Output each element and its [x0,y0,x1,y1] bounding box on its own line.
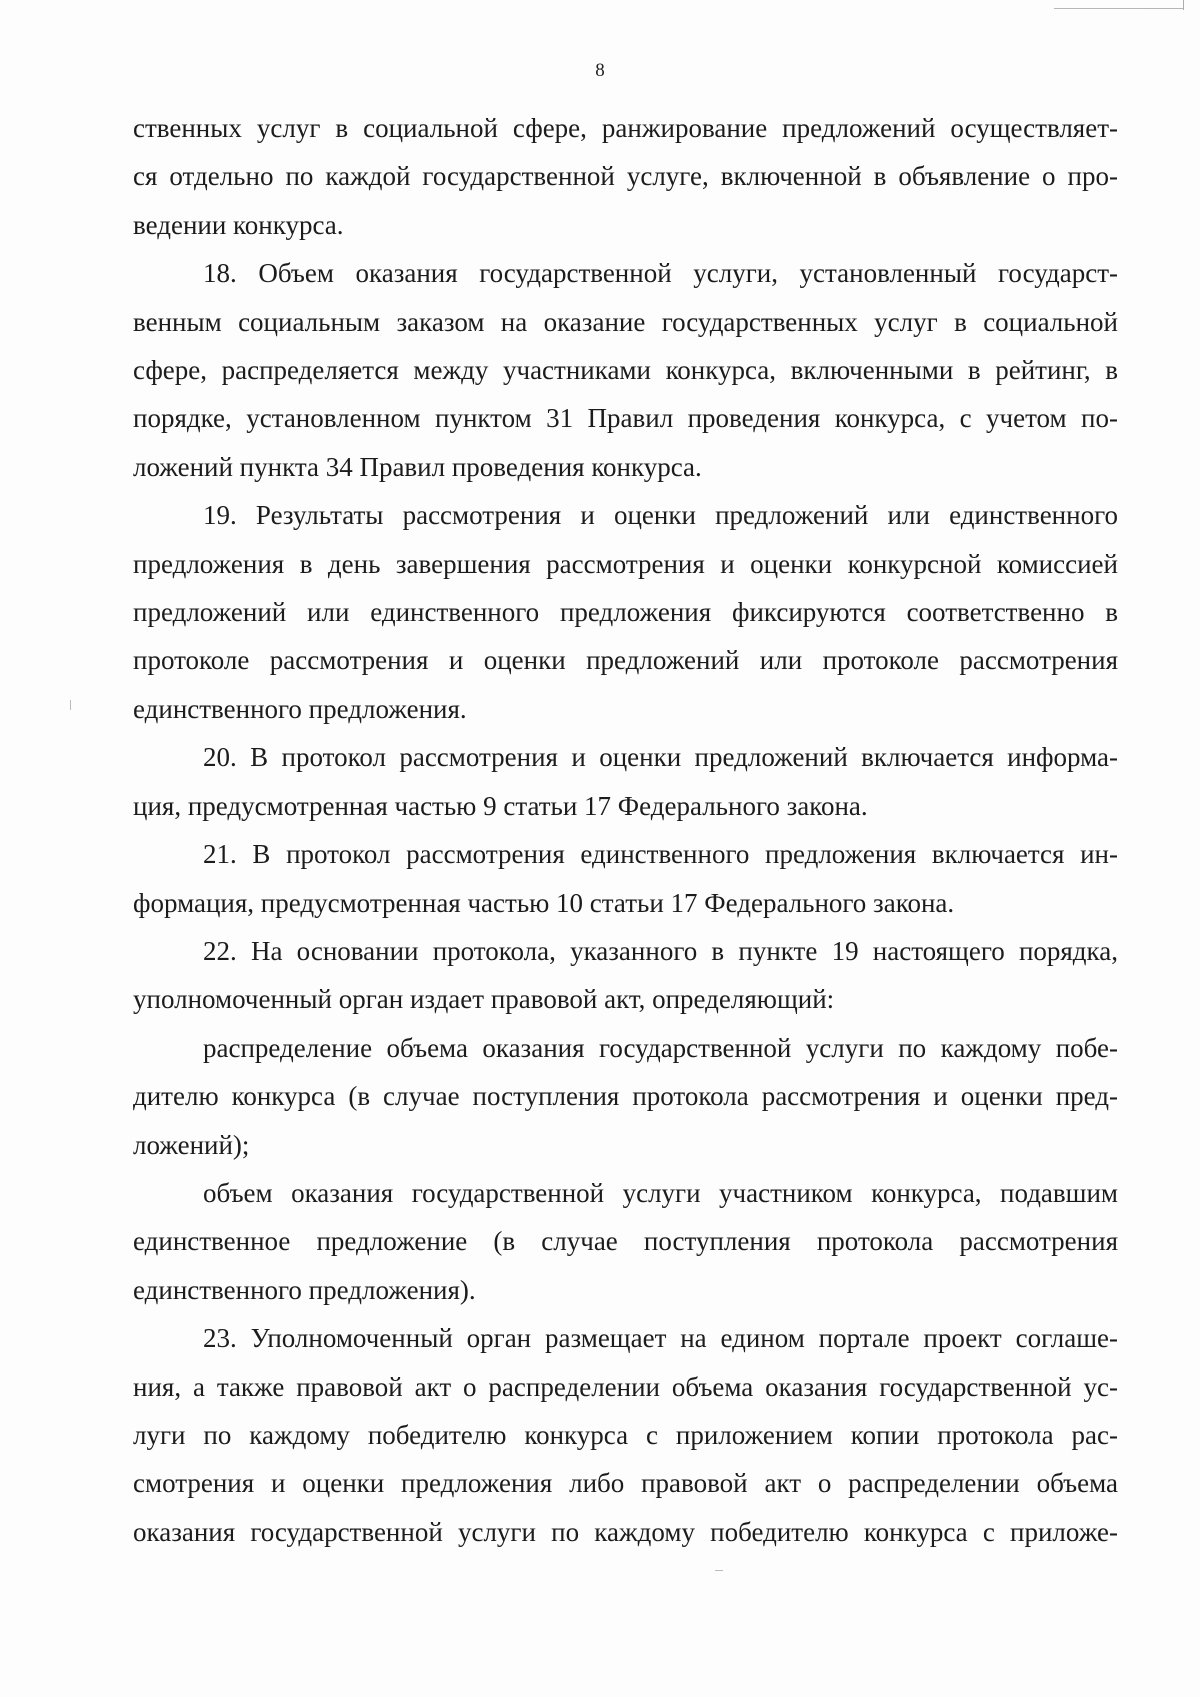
scan-margin-mark [70,700,71,710]
paragraph-item-18 [133,249,1118,491]
text-line: ция, предусмотренная частью 9 статьи 17 Федерального закона. [133,790,868,821]
paragraph-item-20 [133,733,1118,830]
text-line: предложения в день завершения рассмотрения и оценки конкурсной комиссией [133,548,1118,579]
text-line: ственных услуг в социальной сфере, ранжирование предложений осуществляет- [133,113,1118,143]
text-line: единственное предложение (в случае поступления протокола рассмотрения [133,1226,1118,1257]
text-line: предложений или единственного предложения фиксируются соответственно в [133,597,1118,628]
text-line: единственного предложения. [133,693,467,724]
text-line: ся отдельно по каждой государственной услуге, включенной в объявление о про- [133,161,1118,192]
text-line: оказания государственной услуги по каждому победителю конкурса с приложе- [133,1516,1118,1547]
text-line: формация, предусмотренная частью 10 статьи 17 Федерального закона. [133,887,955,918]
text-line: венным социальным заказом на оказание государственных услуг в социальной [133,306,1118,337]
text-line: луги по каждому победителю конкурса с приложением копии протокола рас- [133,1419,1118,1450]
text-line: ведении конкурса. [133,209,344,240]
paragraph-item-19 [133,491,1118,733]
paragraph-item-22-b [133,1169,1118,1314]
document-body [133,104,1118,1556]
text-line: уполномоченный орган издает правовой акт, определяющий: [133,984,835,1015]
text-line: ния, а также правовой акт о распределении объема оказания государственной ус- [133,1371,1118,1402]
text-line: ложений); [133,1129,250,1160]
paragraph-item-22 [133,927,1118,1024]
text-line: сфере, распределяется между участниками конкурса, включенными в рейтинг, в [133,355,1118,386]
text-line: протоколе рассмотрения и оценки предложений или протоколе рассмотрения [133,645,1118,676]
text-line: ложений пункта 34 Правил проведения конкурса. [133,451,702,482]
scan-bottom-mark [715,1570,723,1571]
text-line: единственного предложения). [133,1274,476,1305]
text-line: 18. Объем оказания государственной услуги, установленный государст- [203,258,1118,289]
text-line: 20. В протокол рассмотрения и оценки предложений включается информа- [203,742,1118,773]
text-line: смотрения и оценки предложения либо правовой акт о распределении объема [133,1468,1118,1499]
paragraph-item-23 [133,1314,1118,1556]
text-line: объем оказания государственной услуги участником конкурса, подавшим [203,1177,1118,1208]
text-line: дителю конкурса (в случае поступления протокола рассмотрения и оценки пред- [133,1081,1118,1112]
text-line: 22. На основании протокола, указанного в пункте 19 настоящего порядка, [203,935,1118,966]
paragraph-item-21 [133,830,1118,927]
text-line: распределение объема оказания государственной услуги по каждому побе- [203,1032,1118,1063]
text-line: 19. Результаты рассмотрения и оценки предложений или единственного [203,500,1118,531]
paragraph-item-22-a [133,1024,1118,1169]
text-line: 21. В протокол рассмотрения единственного предложения включается ин- [203,839,1118,870]
text-line: порядке, установленном пунктом 31 Правил проведения конкурса, с учетом по- [133,403,1118,434]
scan-corner-mark [1054,0,1184,9]
page-number: 8 [595,60,605,81]
text-line: 23. Уполномоченный орган размещает на едином портале проект соглаше- [203,1323,1118,1354]
paragraph-continuation [133,104,1118,249]
